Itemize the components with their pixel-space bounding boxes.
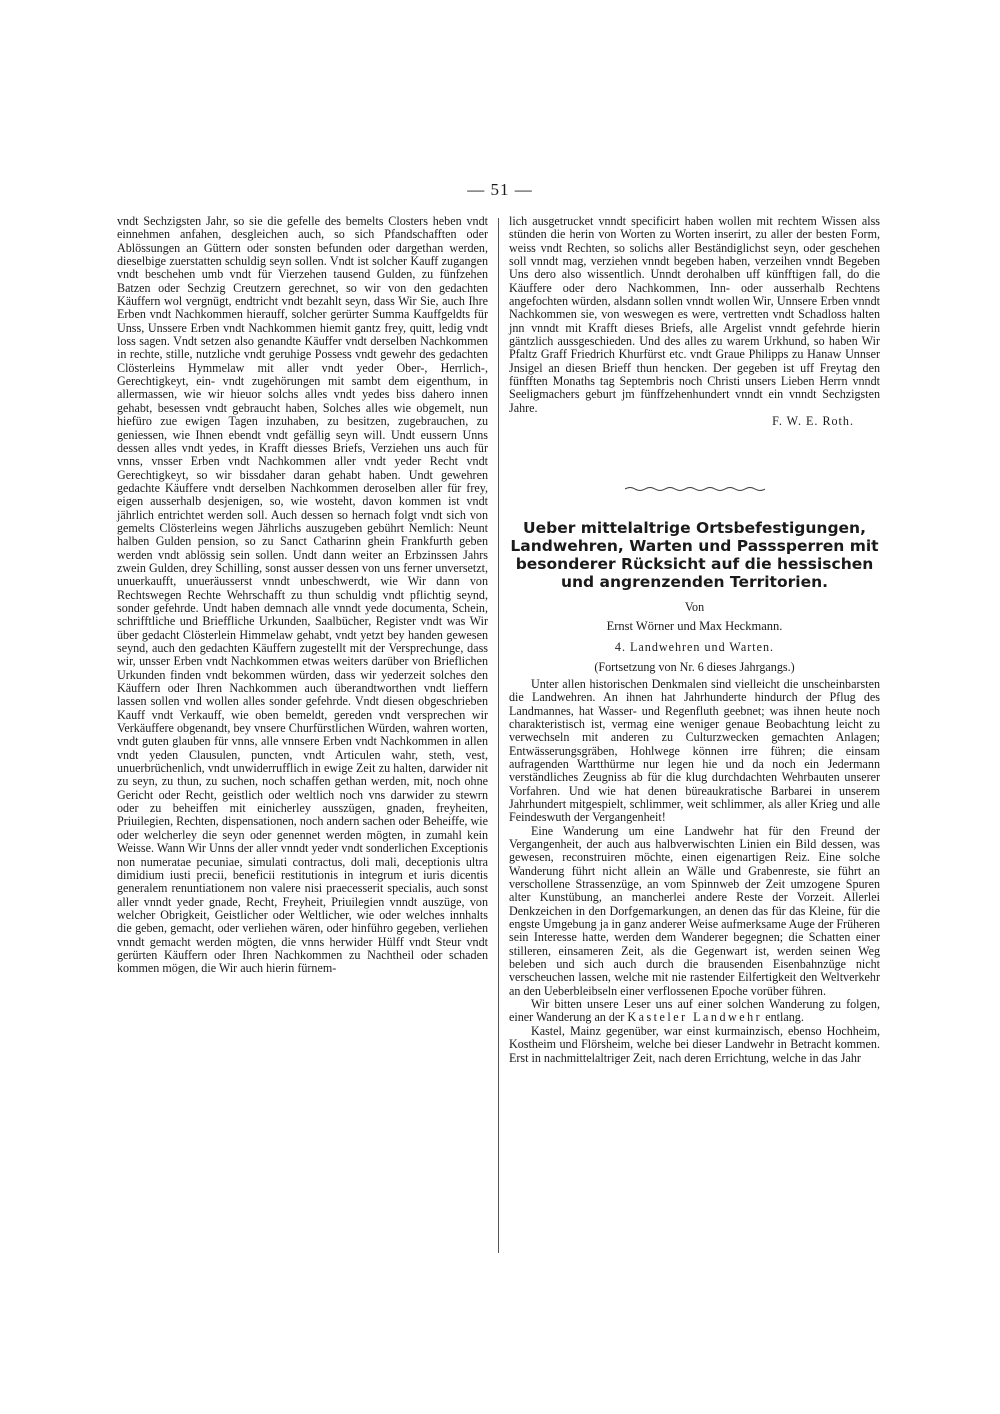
continuation-note: (Fortsetzung von Nr. 6 dieses Jahrgangs.): [594, 659, 795, 674]
left-column: [117, 215, 488, 976]
separator-ornament: [625, 485, 765, 493]
charter-text-paragraph: vndt Sechzigsten Jahr, so sie die gefelle des bemelts Closters heben vndt einnehmen anfahen, desgleichen auch, so sich Pfandschafften oder Ablössungen an Güttern oder sonsten befunden oder dargethan werden, dieselbige zuerstatten schuldig seyn sollen. Vndt ist solcher Kauff zugangen vndt beschehen umb vndt für Vierzehen tausend Gulden, zu fünfzehen Batzen oder Sechzig Creutzern gerechnet, so wir von den gedachten Käuffern wol vergnügt, endtricht vndt bezahlt seyn, dass Wir Sie, auch Ihre Erben vndt Nachkommen hierauff, solcher gerürter Summa Kauffgeldts für Unss, Unssere Erben vndt Nachkommen hiemit gantz frey, quitt, ledig vndt loss sagen. Vndt setzen also genandte Käuffer vndt derselben Nachkommen in rechte, stille, nutzliche vndt geruhige Possess vndt gewehr des gedachten Clösterleins Hymmelaw mit aller vndt yeder Ober-, Herrlich-, Gerechtigkeyt, ein- vndt zugehörungen mit sambt dem eigenthum, in allermassen, wie wir hieuor solchs alles vndt yedes biss dahero innen gehabt, besessen vndt gebraucht haben, Solches alles wie obgemelt, nun hiefüro zue ewigen Tagen inzuhaben, zu besitzen, zugebrauchen, zu geniessen, wie Ihnen ebendt vndt gefällig seyn will. Undt eussern Unns dessen alles vndt yedes, in Krafft diesses Briefs, Verziehen uns auch für vnns, vnsser Erben vndt Nachkommen aller vndt yeder Recht vndt Gerechtigkeyt, so wir bissdaher daran gehabt haben. Undt gewehren gedachte Käuffere vndt derselben Nachkommen deroselben aller für frey, eigen ausserhalb desjenigen, so, wie wosteht, davon kommen ist vndt jährlich entrichtet werden soll. Auch dessen so hernach folgt vndt sich von gemelts Clösterleins wegen Jährlichs auszugeben gebührt Nemlich: Neunt halben Gulden pension, so zu Sanct Catharinn ghein Frankfurth geben werden vndt ablössig sein sollen. Undt dann weiter an Erbzinssen Jahrs zwein Gulden, drey Schilling, sonst ausser dessen von uns ferner unversetzt, unuerkaufft, unueräusserst vnndt unbeschwerdt, wie Wir dann von Rechtswegen Rechte Wehrschafft zu thun schuldig vndt pflichtig seynd, sonder gefehrde. Undt haben demnach alle vnndt yede documenta, Schein, schrifftliche und Brieffliche Urkunden, Saalbücher, Register vndt was Wir über gedacht Clösterlein Himmelaw gehabt, vndt yetzt bey handen gewesen seynd, auch den gedachten Käuffern zugestellt mit der Versprechunge, dass wir, unsser Erben vndt Nachkommen etwas weiters darüber von Brieflichen Urkunden finden vndt bekommen würden, dass wir yederzeit solches den Käuffern oder Ihren Nachkommen auch überandtworthen vndt lieffern lassen sollen vnd wollen alles sonder gefehrde. Vndt diesen obgeschrieben Kauff vndt Verkauff, wie oben bemeldt, gereden vndt versprechen wir Verkäuffere obgenandt, bey vnsere Churfürstlichen Würden, wahren worten, vndt guten glauben für vnns, alle vnnsere Erben vndt Nachkommen in allen vndt yeden Clausulen, puncten, vndt Articulen wahr, steth, vest, unuerbrüchenlich, vndt unwiderrufflich in ewige Zeit zu halten, darwider nit zu seyn, zu thun, zu suchen, noch schaffen gethan werden, mit, noch ohne Gericht oder Recht, geistlich oder weltlich noch vns darwider zu stewrn oder zu beheiffen mit einicherley ausszügen, gnaden, freyheiten, Priuilegien, Rechten, dispensationen, noch andern sachen oder Beheiffe, wie oder welcherley die seyn oder genennet werden mögten, in zumahl kein Weisse. Wann Wir Unns der aller vnndt yeder vndt sonderlichen Exceptionis non numeratae pecuniae, simulati contractus, doli mali, deceptionis ultra dimidium iusti precii, beneficii restitutionis in integrum et iuris dicentis generalem renuntiationem non valere nisi praecesserit specialis, auch sonst aller vnndt yeder gnade, Recht, Freyheit, Priuilegien vnndt auszüge, von welcher Obrigkeit, Geistlicher oder Weltlicher, wie oder welches innhalts die geben, gemacht, oder verliehen wären, oder hinführo gegeben, verliehen vnndt gemacht werden mögten, die vnns herwider Hülff vndt Steur vndt gerürten Käuffern oder Ihren Nachkommen zu Nachtheil oder schaden kommen mögen, die Wir auch hierin fürnem-: [117, 214, 488, 976]
article-paragraph: Unter allen historischen Denkmalen sind vielleicht die unscheinbarsten die Landwehren. An ihnen hat Jahrhunderte hindurch der Pflug des Landmannes, hat Wasser- und Regenfluth geebnet; was ihnen heute noch charakteristisch ist, vermag eine weniger genaue Beobachtung leicht zu verwechseln mit anderen zu Culturzwecken gemachten Anlagen; Entwässerungsgräben, Hohlwege können irre führen; die einsam aufragenden Wartthürme nur legen hie und da noch ein Jedermann verständliches Zeugniss ab für die klug durchdachten Wehrbauten unserer Vorfahren. Und wie hat denen büreaukratische Barbarei in unserem Jahrhundert mitgespielt, schlimmer, weit schlimmer, als aller Krieg und alle Feindeswuth der Vergangenheit!: [509, 676, 880, 825]
landwehr-name: Kasteler Landwehr: [627, 1010, 763, 1025]
article-title: Ueber mittelaltrige Ortsbefestigungen, Landwehren, Warten und Passsperren mit besonderer Rücksicht auf die hessischen und angrenzenden Territorien.: [510, 518, 879, 591]
article-paragraph-reader-invitation: [509, 998, 880, 1025]
article-by-label: Von: [684, 599, 705, 614]
column-divider: [498, 218, 499, 1253]
article-authors: Ernst Wörner und Max Heckmann.: [606, 618, 783, 633]
paragraph-text: entlang.: [762, 1010, 804, 1025]
section-heading: 4. Landwehren und Warten.: [614, 640, 775, 655]
article-paragraph: Kastel, Mainz gegenüber, war einst kurmainzisch, ebenso Hochheim, Kostheim und Flörsheim, welche bei dieser Landwehr in Betracht kommen. Erst in nachmittelaltriger Zeit, nach deren Errichtung, welche in das Jahr: [509, 1023, 880, 1065]
charter-closing-paragraph: lich ausgetrucket vnndt specificirt haben wollen mit rechtem Wissen alss stünden die herin von Worten zu Worten inserirt, zu aller der besten Form, weiss vndt Rechten, so solichs aller Beständiglichst seyn, oder geschehen soll vnndt mag, verziehen vnndt begeben haben, verzeihen vnndt Begeben Uns dero also wissentlich. Unndt derohalben uff künfftigen fall, do die Käuffere oder dero Nachkommen, Inn- oder ausserhalb Rechtens angefochten würden, alsdann sollen vnndt wollen Wir, Unnsere Erben vnndt Nachkommen sie, von weswegen es were, vertretten vndt Schadloss halten jnn vnndt mit Krafft dieses Briefs, alle Argelist vnndt gefehrde hierin gäntzlich aussgeschieden. Und des alles zu warem Urkhund, so haben Wir Pfaltz Graff Friedrich Khurfürst etc. vndt Graue Philipps zu Hanaw Unnser Jnsigel an diesen Brieff thun hencken. Der gegeben ist uff Freytag den fünfften Monaths tag Septembris noch Christi unsers Lieben Herrn vnndt Seeligmachers geburt jm fünffzehenhundert vnndt ein vnndt Sechzigsten Jahre.: [509, 214, 880, 415]
right-column: [509, 215, 880, 1065]
paragraph-text: Wir bitten unsere Leser uns auf einer solchen Wanderung zu folgen, einer Wanderung an der: [509, 997, 880, 1025]
signature: F. W. E. Roth.: [772, 414, 854, 429]
page-number: — 51 —: [467, 180, 533, 199]
article-paragraph: Eine Wanderung um eine Landwehr hat für den Freund der Vergangenheit, der auch aus halbverwischten Linien ein Bild dessen, was gewesen, reconstruiren möchte, einen eigenartigen Reiz. Eine solche Wanderung führt nicht allein an Wälle und Grabenreste, sie führt an verschollene Strassenzüge, an vom Spinnweb der Zeit umzogene Spuren alter Kunstübung, an mancherlei andere Reste der Vorzeit. Allerlei Denkzeichen in den Dorfgemarkungen, an denen das für das Kleine, für die engste Umgebung ja in ganz anderer Weise aufmerksame Auge der Früheren sein Interesse hatte, werden dem Wanderer begegnen; die Schatten einer stilleren, einsameren Zeit, als die Gegenwart ist, werden seinen Weg beleben und sich auch durch die brausenden Eisenbahnzüge nicht verscheuchen lassen, welche mit nie rastender Eilfertigkeit den Weltverkehr an den Ueberbleibseln einer verflossenen Epoche vorüber führen.: [509, 823, 880, 998]
